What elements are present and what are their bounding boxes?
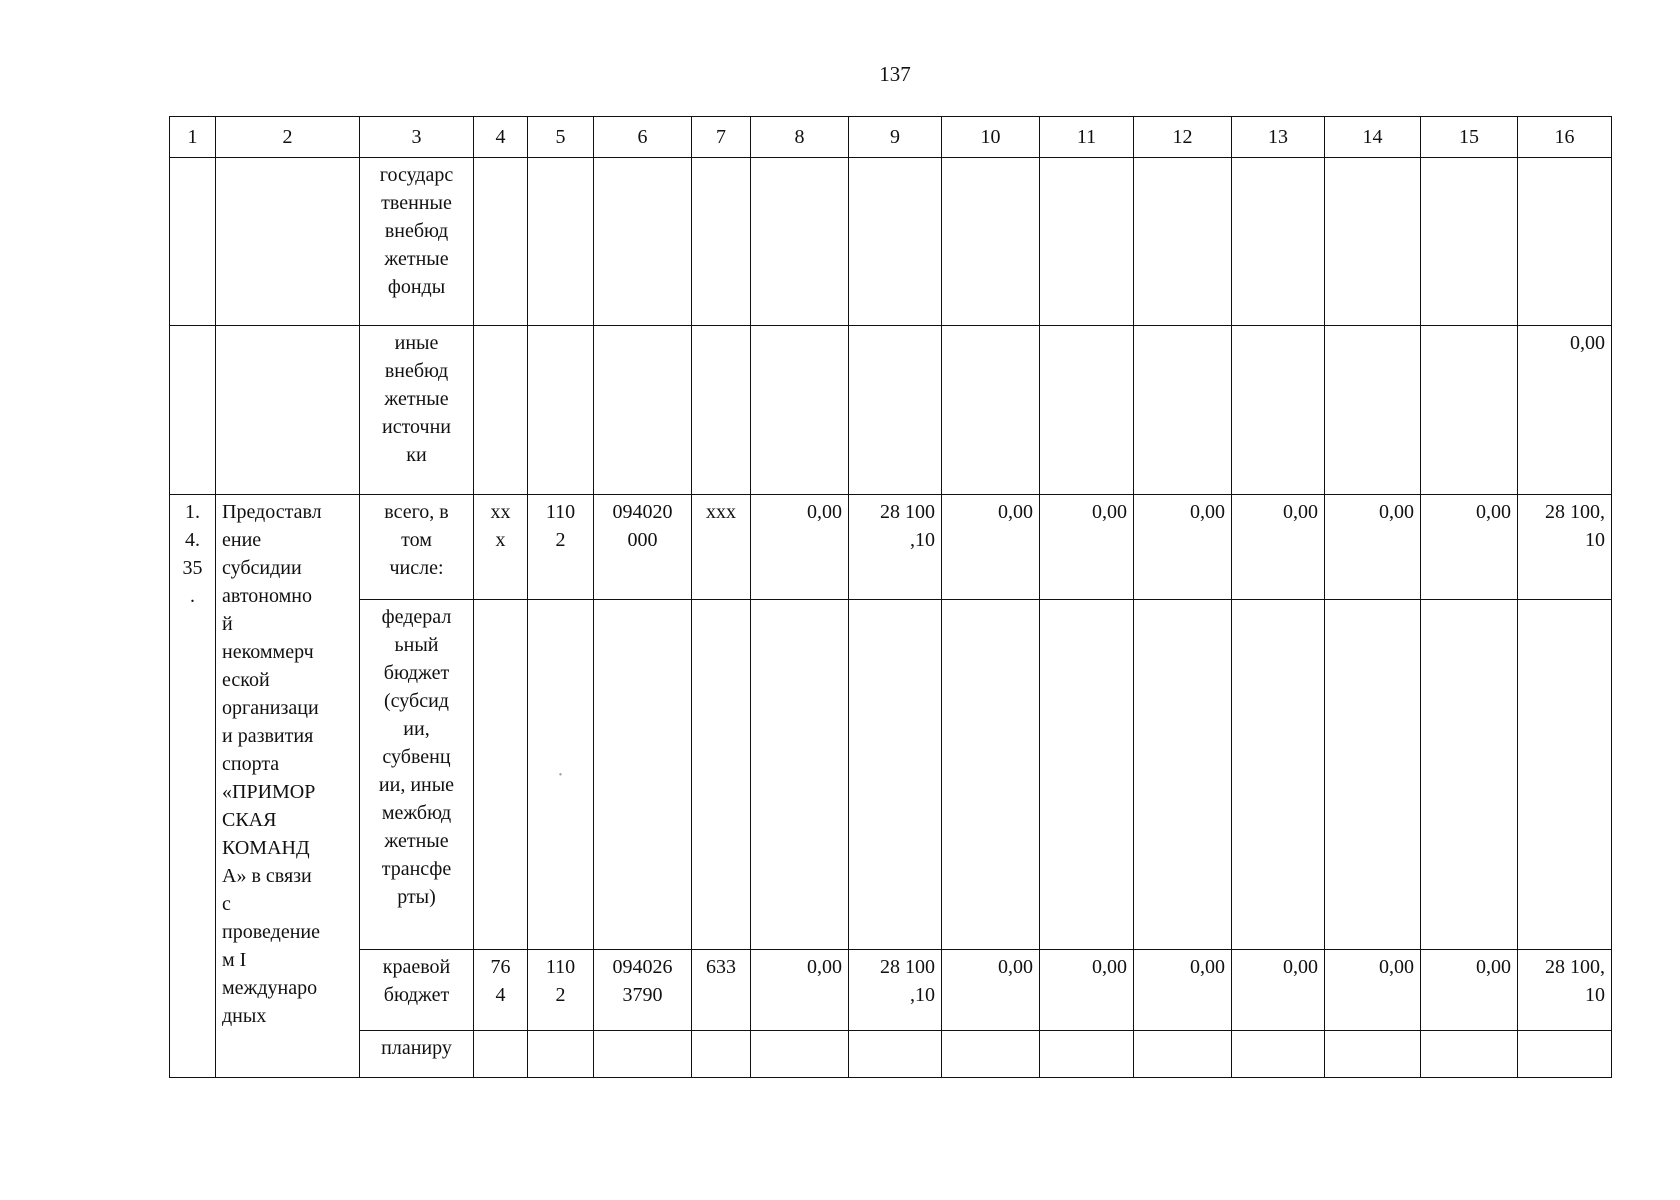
cell-empty xyxy=(1421,600,1518,950)
cell-code: 110 2 xyxy=(528,950,594,1031)
cell-empty xyxy=(751,600,849,950)
cell-empty xyxy=(594,600,692,950)
cell-empty xyxy=(849,158,942,326)
cell-item-number: 1. 4. 35 . xyxy=(170,495,216,1078)
cell-empty xyxy=(1325,1031,1421,1078)
column-number: 11 xyxy=(1040,117,1134,158)
column-number: 15 xyxy=(1421,117,1518,158)
cell-amount: 0,00 xyxy=(1421,495,1518,600)
cell-empty xyxy=(1518,600,1612,950)
cell-empty xyxy=(942,158,1040,326)
column-number: 4 xyxy=(474,117,528,158)
cell-empty xyxy=(1421,326,1518,495)
cell-code: 633 xyxy=(692,950,751,1031)
cell-funding-source: федерал ьный бюджет (субсид ии, субвенц ии, иные межбюд жетные трансфе рты) xyxy=(360,600,474,950)
cell-empty xyxy=(751,326,849,495)
cell-empty xyxy=(1040,158,1134,326)
table-row-other-sources xyxy=(170,326,1612,495)
cell-funding-source: иные внебюд жетные источни ки xyxy=(360,326,474,495)
cell-empty xyxy=(692,1031,751,1078)
cell-amount: 0,00 xyxy=(1040,950,1134,1031)
cell-empty xyxy=(528,158,594,326)
cell-empty xyxy=(942,1031,1040,1078)
cell-empty xyxy=(849,326,942,495)
column-number: 16 xyxy=(1518,117,1612,158)
cell-empty xyxy=(528,1031,594,1078)
column-number: 7 xyxy=(692,117,751,158)
cell-empty xyxy=(1518,1031,1612,1078)
cell-empty xyxy=(1232,1031,1325,1078)
scan-dot: · xyxy=(557,763,564,786)
cell-funding-source: всего, в том числе: xyxy=(360,495,474,600)
cell-empty xyxy=(1518,158,1612,326)
cell-empty xyxy=(942,326,1040,495)
budget-table xyxy=(169,116,1612,1078)
cell-code: 76 4 xyxy=(474,950,528,1031)
cell-code: 094020 000 xyxy=(594,495,692,600)
cell-empty xyxy=(1134,326,1232,495)
column-number: 9 xyxy=(849,117,942,158)
cell-empty xyxy=(692,158,751,326)
cell-amount: 0,00 xyxy=(1518,326,1612,495)
table-row-state-funds xyxy=(170,158,1612,326)
cell-empty xyxy=(1040,326,1134,495)
column-number: 6 xyxy=(594,117,692,158)
cell-empty xyxy=(1325,326,1421,495)
cell-empty xyxy=(1134,158,1232,326)
cell-empty xyxy=(1134,1031,1232,1078)
cell-empty xyxy=(594,326,692,495)
cell-empty xyxy=(1232,158,1325,326)
cell-empty xyxy=(1040,600,1134,950)
cell-empty xyxy=(474,600,528,950)
cell-empty xyxy=(594,1031,692,1078)
cell-amount: 28 100, 10 xyxy=(1518,495,1612,600)
cell-amount: 0,00 xyxy=(1232,495,1325,600)
column-number: 14 xyxy=(1325,117,1421,158)
cell-empty xyxy=(1134,600,1232,950)
cell-amount: 0,00 xyxy=(751,495,849,600)
cell-code: хх х xyxy=(474,495,528,600)
cell-empty xyxy=(1232,600,1325,950)
cell-amount: 0,00 xyxy=(751,950,849,1031)
cell-amount: 0,00 xyxy=(942,495,1040,600)
cell-amount: 28 100, 10 xyxy=(1518,950,1612,1031)
cell-amount: 28 100 ,10 xyxy=(849,950,942,1031)
cell-code: 110 2 xyxy=(528,495,594,600)
cell-empty xyxy=(594,158,692,326)
cell-amount: 0,00 xyxy=(1325,950,1421,1031)
cell-amount: 0,00 xyxy=(1421,950,1518,1031)
column-number: 12 xyxy=(1134,117,1232,158)
cell-empty xyxy=(1325,158,1421,326)
cell-empty xyxy=(528,326,594,495)
column-number: 1 xyxy=(170,117,216,158)
cell-empty xyxy=(751,158,849,326)
cell-amount: 0,00 xyxy=(942,950,1040,1031)
cell-empty xyxy=(170,158,216,326)
cell-empty xyxy=(474,158,528,326)
cell-empty xyxy=(692,326,751,495)
cell-empty xyxy=(1421,158,1518,326)
column-number: 10 xyxy=(942,117,1040,158)
cell-item-name: Предоставл ение субсидии автономно й некоммерч еской организаци и развития спорта «ПРИМОР СКАЯ КОМАНД А» в связи с проведение м I междунаро дных xyxy=(216,495,360,1078)
page-number: 137 xyxy=(879,62,911,86)
cell-empty xyxy=(849,600,942,950)
cell-amount: 0,00 xyxy=(1232,950,1325,1031)
column-number: 5 xyxy=(528,117,594,158)
cell-funding-source: государс твенные внебюд жетные фонды xyxy=(360,158,474,326)
cell-amount: 28 100 ,10 xyxy=(849,495,942,600)
cell-code: 094026 3790 xyxy=(594,950,692,1031)
table-row-federal-budget xyxy=(170,600,1612,950)
cell-empty xyxy=(216,158,360,326)
cell-empty xyxy=(1232,326,1325,495)
table-row-planned xyxy=(170,1031,1612,1078)
column-number: 3 xyxy=(360,117,474,158)
column-number: 8 xyxy=(751,117,849,158)
cell-empty xyxy=(692,600,751,950)
cell-amount: 0,00 xyxy=(1325,495,1421,600)
cell-amount: 0,00 xyxy=(1134,950,1232,1031)
column-number: 2 xyxy=(216,117,360,158)
cell-empty xyxy=(849,1031,942,1078)
cell-empty xyxy=(1421,1031,1518,1078)
cell-funding-source: краевой бюджет xyxy=(360,950,474,1031)
cell-empty xyxy=(528,600,594,950)
cell-empty xyxy=(1040,1031,1134,1078)
cell-empty xyxy=(216,326,360,495)
column-number-row xyxy=(170,117,1612,158)
cell-empty xyxy=(474,1031,528,1078)
cell-empty xyxy=(1325,600,1421,950)
cell-code: ххх xyxy=(692,495,751,600)
column-number: 13 xyxy=(1232,117,1325,158)
cell-empty xyxy=(170,326,216,495)
cell-funding-source: планиру xyxy=(360,1031,474,1078)
table-row-regional-budget xyxy=(170,950,1612,1031)
cell-amount: 0,00 xyxy=(1040,495,1134,600)
cell-amount: 0,00 xyxy=(1134,495,1232,600)
cell-empty xyxy=(474,326,528,495)
cell-empty xyxy=(751,1031,849,1078)
cell-empty xyxy=(942,600,1040,950)
table-row-total xyxy=(170,495,1612,600)
